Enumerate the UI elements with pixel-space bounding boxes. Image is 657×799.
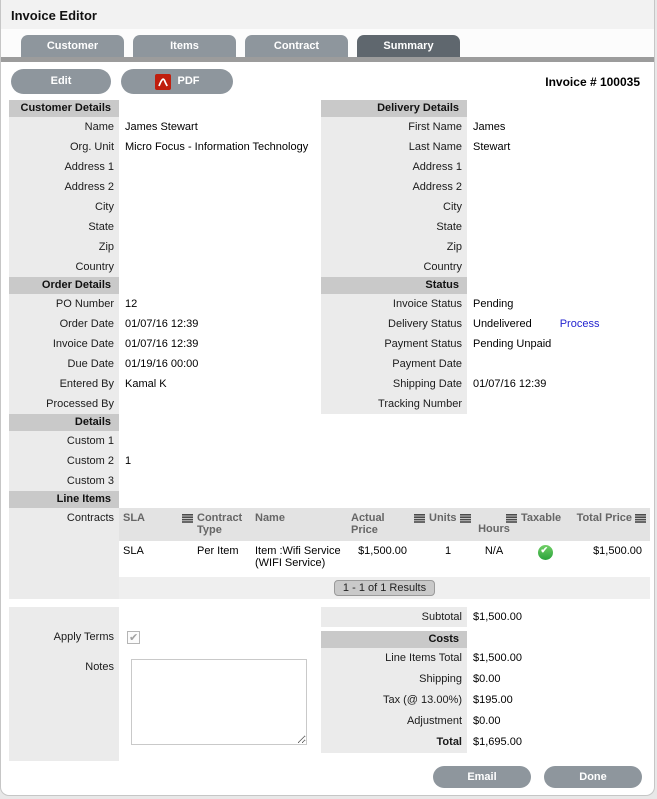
cell-name: Item :Wifi Service (WIFI Service): [255, 545, 341, 569]
row-delivery-country: Country: [321, 257, 650, 277]
footer-actions: [1, 761, 654, 795]
pdf-icon: [155, 74, 171, 90]
row-custom-3: Custom 3: [9, 471, 321, 491]
summary-content: [1, 100, 654, 761]
pdf-button-label: PDF: [177, 75, 200, 87]
row-payment-status: Payment Status Pending Unpaid: [321, 334, 650, 354]
column-contract-type: Contract Type: [197, 512, 243, 536]
row-shipping-date: Shipping Date 01/07/16 12:39: [321, 374, 650, 394]
cell-units: 1: [444, 545, 452, 557]
section-line-items: Line Items: [9, 491, 119, 508]
results-count-badge: 1 - 1 of 1 Results: [334, 580, 435, 596]
pdf-button[interactable]: [121, 69, 233, 94]
cell-total-price: $1,500.00: [593, 545, 642, 557]
section-delivery-details: Delivery Details: [321, 100, 467, 117]
row-custom-1: Custom 1: [9, 431, 321, 451]
row-state: State: [9, 217, 321, 237]
row-first-name: First Name James: [321, 117, 650, 137]
spacer-row: [9, 607, 321, 627]
column-hours: Hours: [469, 511, 519, 537]
section-costs: Costs: [321, 631, 467, 648]
section-status: Status: [321, 277, 467, 294]
row-delivery-state: State: [321, 217, 650, 237]
sort-icon[interactable]: [635, 514, 646, 523]
column-sla: SLA: [119, 511, 195, 537]
column-name: Name: [255, 512, 285, 524]
row-entered-by: Entered By Kamal K: [9, 374, 321, 394]
row-name: Name James Stewart: [9, 117, 321, 137]
row-line-items-total: Line Items Total $1,500.00: [321, 648, 650, 669]
row-shipping: Shipping $0.00: [321, 669, 650, 690]
row-adjustment: Adjustment $0.00: [321, 711, 650, 732]
row-invoice-status: Invoice Status Pending: [321, 294, 650, 314]
process-link[interactable]: Process: [559, 318, 600, 330]
row-order-date: Order Date 01/07/16 12:39: [9, 314, 321, 334]
contracts-table: [119, 508, 650, 599]
tab-customer[interactable]: [21, 35, 124, 57]
row-delivery-zip: Zip: [321, 237, 650, 257]
contracts-label: Contracts: [66, 512, 114, 524]
row-tracking-number: Tracking Number: [321, 394, 650, 414]
section-order-details: Order Details: [9, 277, 119, 294]
tab-items[interactable]: [133, 35, 236, 57]
tab-label: Items: [170, 40, 199, 52]
tab-contract[interactable]: [245, 35, 348, 57]
table-row[interactable]: [119, 541, 650, 575]
apply-terms-checkbox[interactable]: [127, 631, 140, 644]
edit-button[interactable]: Edit: [11, 69, 111, 94]
sort-icon[interactable]: [506, 514, 517, 523]
row-notes: Notes: [9, 657, 321, 761]
row-subtotal: Subtotal $1,500.00: [321, 607, 650, 627]
email-button[interactable]: Email: [433, 766, 531, 788]
tab-bar: [1, 29, 654, 57]
row-processed-by: Processed By: [9, 394, 321, 414]
done-button[interactable]: Done: [544, 766, 642, 788]
notes-textarea[interactable]: [131, 659, 307, 745]
row-city: City: [9, 197, 321, 217]
column-actual-price: Actual Price: [349, 511, 427, 537]
cell-hours: N/A: [484, 545, 504, 557]
row-due-date: Due Date 01/19/16 00:00: [9, 354, 321, 374]
toolbar: [1, 62, 654, 100]
tab-label: Customer: [46, 40, 99, 52]
row-apply-terms: Apply Terms ✔: [9, 627, 321, 657]
tab-label: Contract: [273, 40, 320, 52]
row-po-number: PO Number 12: [9, 294, 321, 314]
row-address-2: Address 2: [9, 177, 321, 197]
row-delivery-address-2: Address 2: [321, 177, 650, 197]
row-delivery-city: City: [321, 197, 650, 217]
row-address-1: Address 1: [9, 157, 321, 177]
invoice-number: Invoice # 100035: [545, 74, 640, 89]
row-org-unit: Org. Unit Micro Focus - Information Technology: [9, 137, 321, 157]
column-units: Units: [427, 511, 469, 537]
sort-icon[interactable]: [414, 514, 425, 523]
row-payment-date: Payment Date: [321, 354, 650, 374]
row-country: Country: [9, 257, 321, 277]
sort-icon[interactable]: [182, 514, 193, 523]
delivery-status-value: Undelivered: [473, 318, 532, 330]
cell-contract-type: Per Item: [197, 545, 239, 557]
section-customer-details: Customer Details: [9, 100, 119, 117]
row-total: Total $1,695.00: [321, 732, 650, 753]
row-invoice-date: Invoice Date 01/07/16 12:39: [9, 334, 321, 354]
tab-summary[interactable]: [357, 35, 460, 57]
row-custom-2: Custom 2 1: [9, 451, 321, 471]
taxable-green-check-icon: [538, 545, 553, 560]
cell-actual-price: $1,500.00: [358, 545, 407, 557]
column-total-price: Total Price: [571, 511, 650, 537]
page-title: Invoice Editor: [1, 0, 654, 29]
column-taxable: Taxable: [521, 512, 562, 524]
pagination-bar: [119, 577, 650, 599]
row-tax: Tax (@ 13.00%) $195.00: [321, 690, 650, 711]
row-delivery-address-1: Address 1: [321, 157, 650, 177]
cell-sla: SLA: [123, 545, 144, 557]
row-zip: Zip: [9, 237, 321, 257]
tab-label: Summary: [383, 40, 434, 52]
row-last-name: Last Name Stewart: [321, 137, 650, 157]
contracts-table-header: [119, 508, 650, 541]
section-details: Details: [9, 414, 119, 431]
row-delivery-status: Delivery Status Undelivered Process: [321, 314, 650, 334]
